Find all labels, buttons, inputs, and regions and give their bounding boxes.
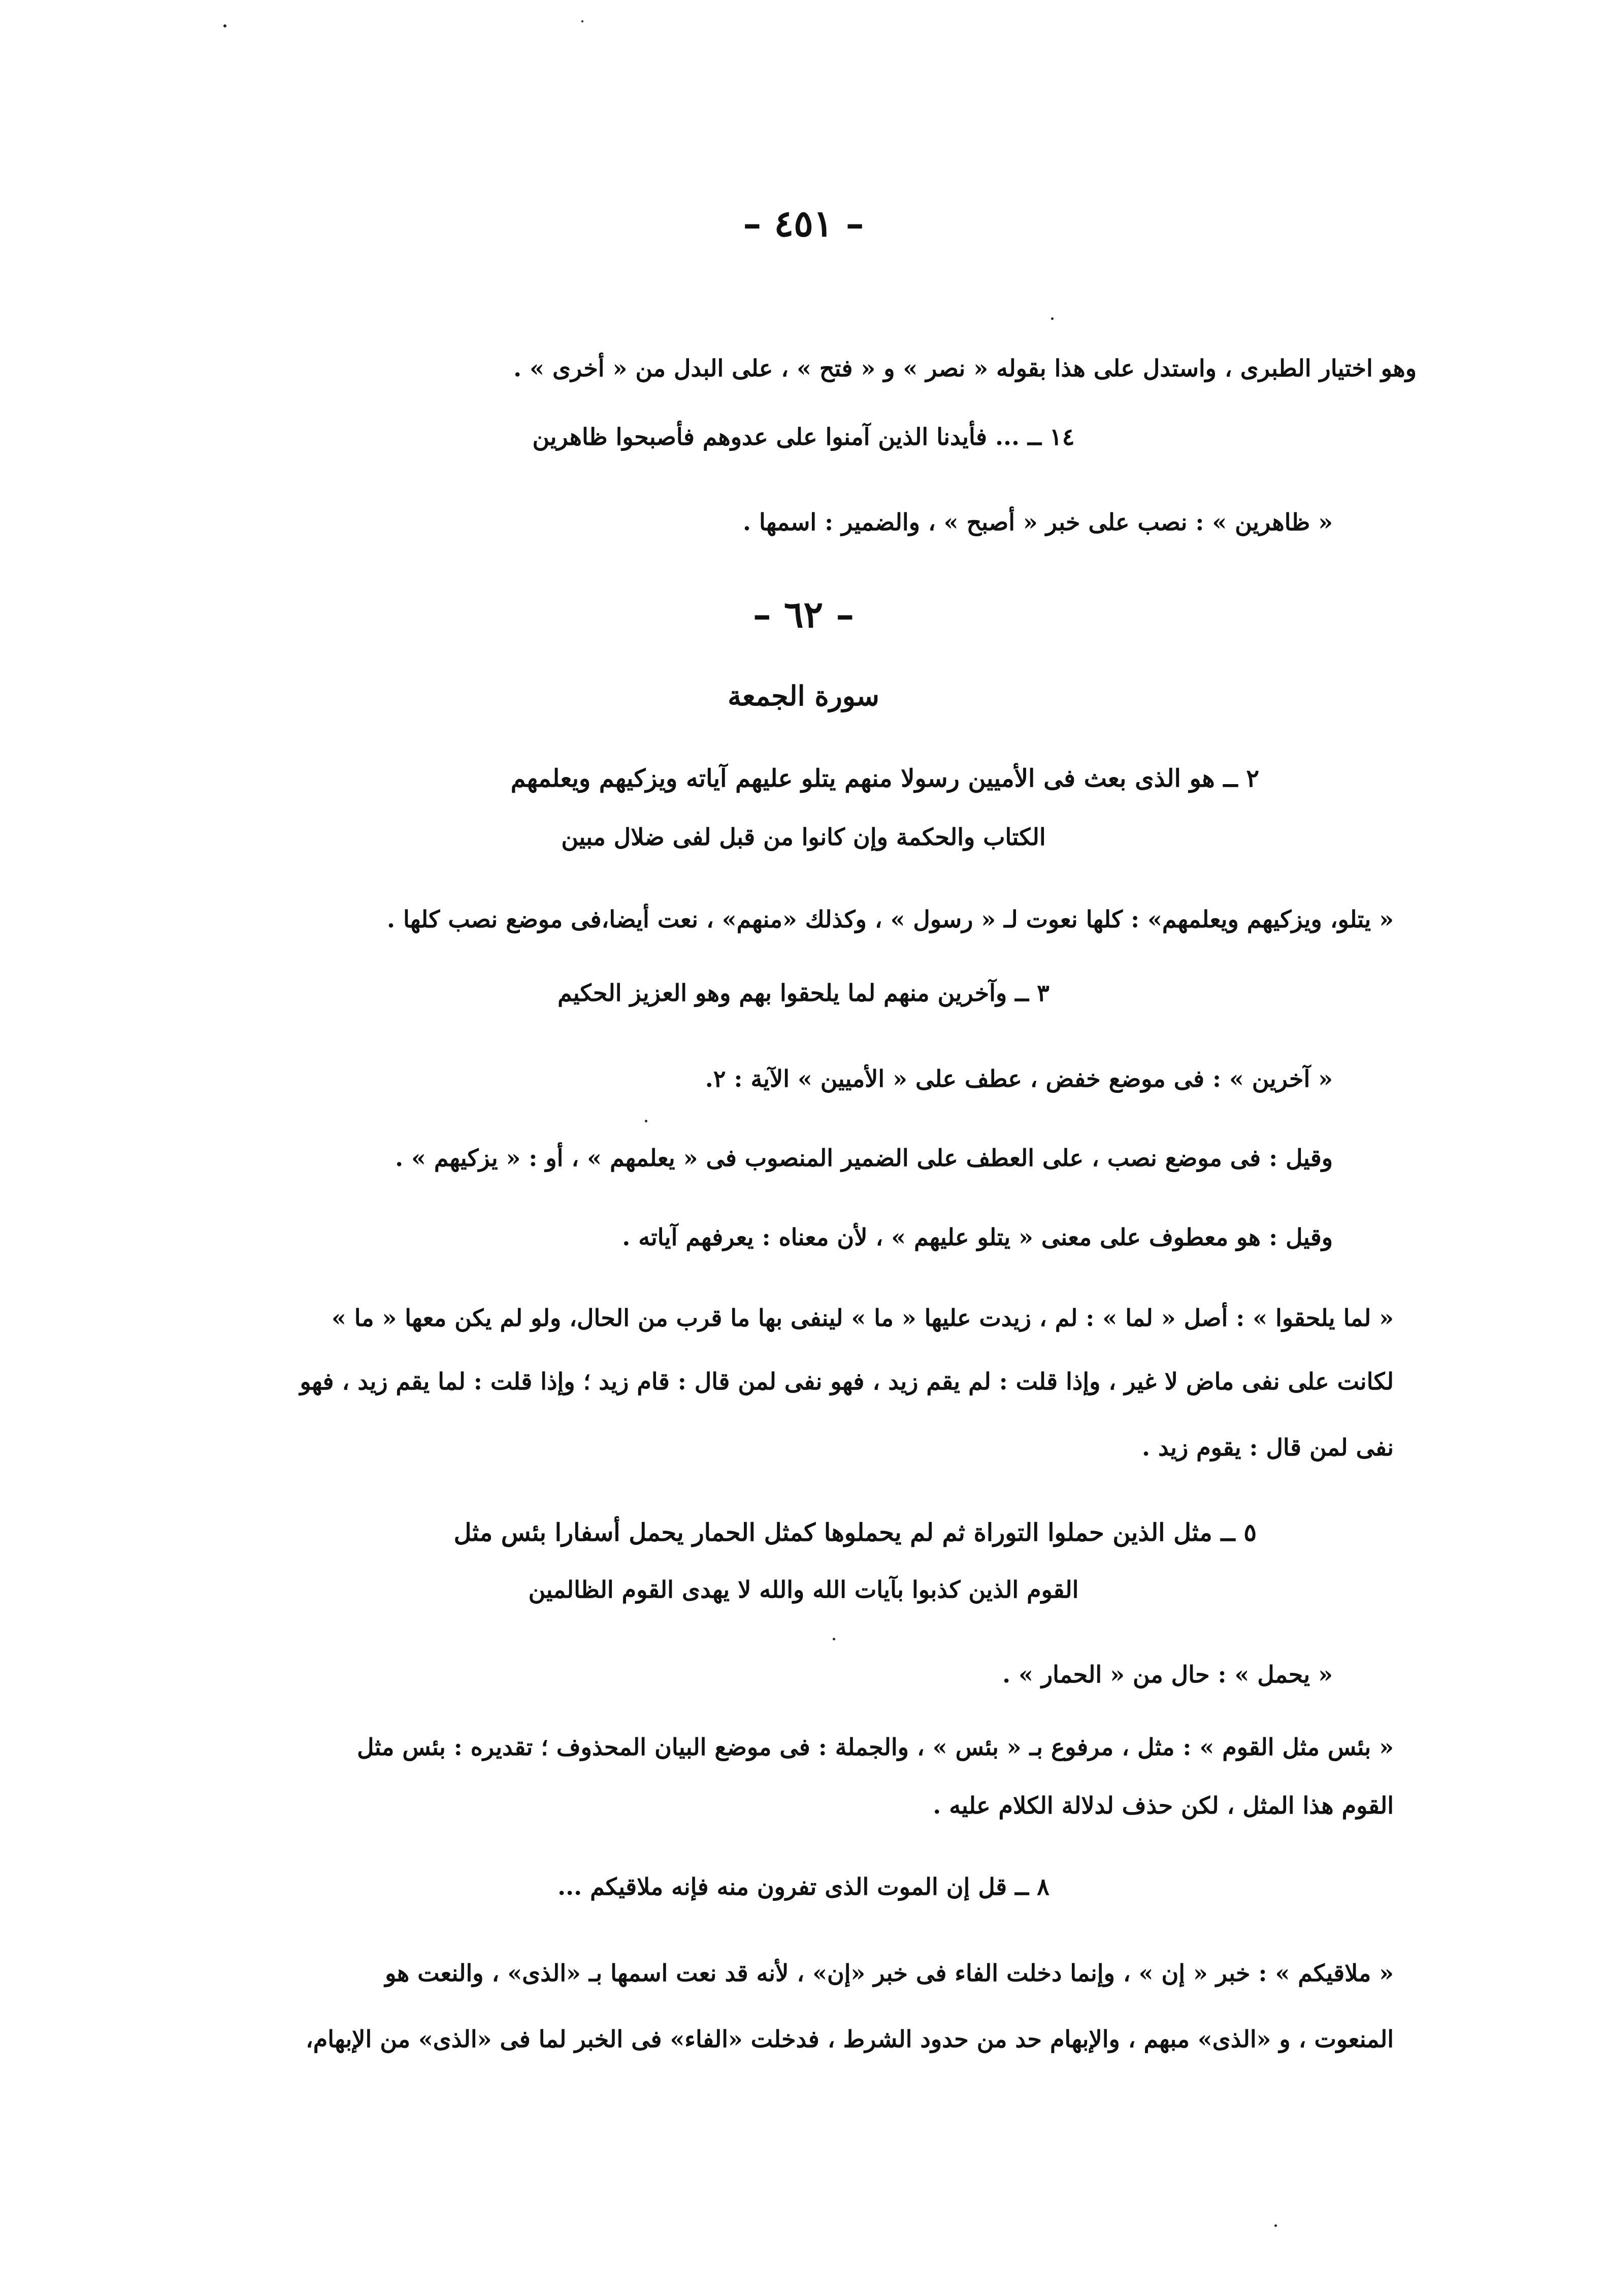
- verse-line: ٨ ــ قل إن الموت الذى تفرون منه فإنه ملاقيكم ...: [557, 1873, 1050, 1900]
- verse-line: ١٤ ــ ... فأيدنا الذين آمنوا على عدوهم فأصبحوا ظاهرين: [532, 423, 1075, 450]
- scan-speck: [1274, 2224, 1277, 2227]
- verse-line: الكتاب والحكمة وإن كانوا من قبل لفى ضلال مبين: [561, 823, 1046, 851]
- text-line: « آخرين » : فى موضع خفض ، عطف على « الأميين » الآية : ٢.: [705, 1065, 1333, 1092]
- text-line: القوم هذا المثل ، لكن حذف لدلالة الكلام عليه .: [933, 1792, 1394, 1819]
- verse-line: القوم الذين كذبوا بآيات الله والله لا يهدى القوم الظالمين: [528, 1576, 1079, 1603]
- text-line: لكانت على نفى ماض لا غير ، وإذا قلت : لم يقم زيد ، فهو نفى لمن قال : قام زيد ؛ وإذا قلت : لما يقم زيد ، فهو: [300, 1368, 1394, 1395]
- text-line: « بئس مثل القوم » : مثل ، مرفوع بـ « بئس » ، والجملة : فى موضع البيان المحذوف ؛ تقديره : بئس مثل: [357, 1733, 1394, 1761]
- page-number: – ٤٥١ –: [743, 202, 864, 245]
- section-number: – ٦٢ –: [752, 593, 855, 636]
- verse-line: ٥ ــ مثل الذين حملوا التوراة ثم لم يحملوها كمثل الحمار يحمل أسفارا بئس مثل: [453, 1518, 1257, 1547]
- text-line: « يحمل » : حال من « الحمار » .: [1002, 1661, 1333, 1688]
- text-line: وقيل : فى موضع نصب ، على العطف على الضمير المنصوب فى « يعلمهم » ، أو : « يزكيهم » .: [395, 1144, 1333, 1172]
- text-line: « ظاهرين » : نصب على خبر « أصبح » ، والضمير : اسمها .: [743, 508, 1333, 536]
- surah-title: سورة الجمعة: [728, 680, 879, 712]
- scan-speck: [581, 20, 583, 22]
- scan-speck: [833, 1638, 835, 1640]
- text-line: وقيل : هو معطوف على معنى « يتلو عليهم » ، لأن معناه : يعرفهم آياته .: [622, 1223, 1333, 1251]
- scan-speck: [1051, 317, 1054, 320]
- text-line: « يتلو، ويزكيهم ويعلمهم» : كلها نعوت لـ « رسول » ، وكذلك «منهم» ، نعت أيضا،فى موضع نصب كلها .: [386, 906, 1394, 933]
- text-line: نفى لمن قال : يقوم زيد .: [1141, 1434, 1394, 1461]
- verse-line: ٣ ــ وآخرين منهم لما يلحقوا بهم وهو العزيز الحكيم: [557, 979, 1050, 1007]
- text-line: « ملاقيكم » : خبر « إن » ، وإنما دخلت الفاء فى خبر «إن» ، لأنه قد نعت اسمها بـ «الذى» ، والنعت هو: [385, 1959, 1394, 1987]
- text-line: وهو اختيار الطبرى ، واستدل على هذا بقوله « نصر » و « فتح » ، على البدل من « أخرى » .: [513, 354, 1417, 382]
- scan-speck: [223, 24, 226, 27]
- text-line: « لما يلحقوا » : أصل « لما » : لم ، زيدت عليها « ما » لينفى بها ما قرب من الحال، ولو لم يكن معها « ما »: [332, 1304, 1394, 1332]
- text-line: المنعوت ، و «الذى» مبهم ، والإبهام حد من حدود الشرط ، فدخلت «الفاء» فى الخبر لما فى «الذى» من الإبهام،: [305, 2025, 1394, 2053]
- verse-line: ٢ ــ هو الذى بعث فى الأميين رسولا منهم يتلو عليهم آياته ويزكيهم ويعلمهم: [510, 764, 1259, 793]
- scan-speck: [645, 1120, 647, 1122]
